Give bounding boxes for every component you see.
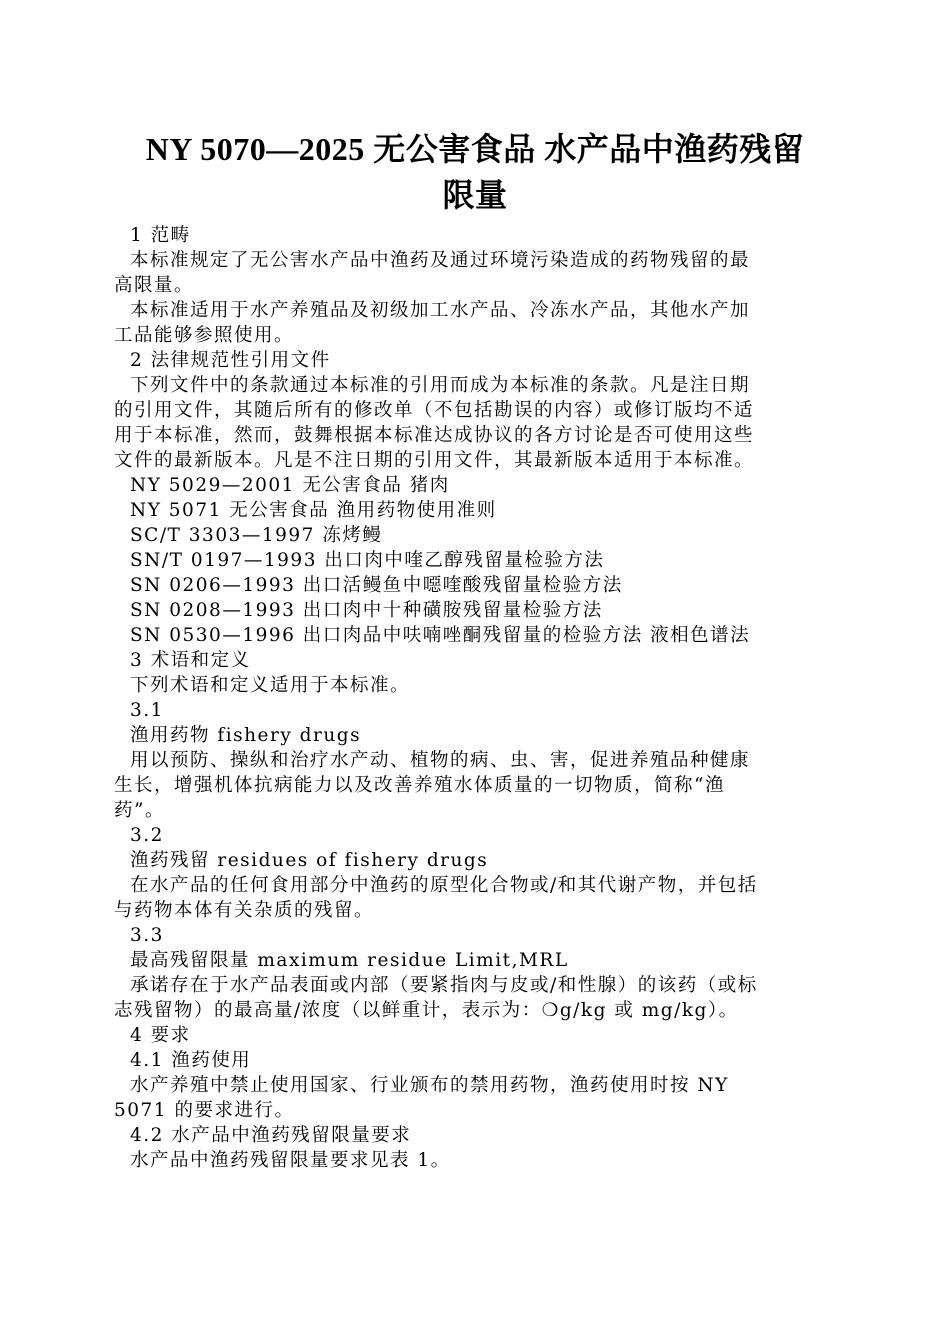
- document-line: 3.2: [130, 825, 164, 846]
- document-line: 在水产品的任何食用部分中渔药的原型化合物或/和其代谢产物，并包括: [130, 875, 758, 896]
- document-line: 高限量。: [114, 275, 195, 296]
- document-line: 4 要求: [130, 1025, 191, 1046]
- document-line: 文件的最新版本。凡是不注日期的引用文件，其最新版本适用于本标准。: [114, 450, 755, 471]
- document-line: SC/T 3303—1997 冻烤鳗: [130, 525, 383, 546]
- document-body: [114, 223, 834, 1173]
- document-line: 最高残留限量 maximum residue Limit,MRL: [130, 950, 569, 971]
- document-line: 3 术语和定义: [130, 650, 251, 671]
- document-line: SN 0208—1993 出口肉中十种磺胺残留量检验方法: [130, 600, 603, 621]
- document-line: 志残留物）的最高量/浓度（以鲜重计，表示为：❍g/kg 或 mg/kg）。: [114, 1000, 739, 1021]
- document-line: 3.1: [130, 700, 164, 721]
- document-line: 下列术语和定义适用于本标准。: [130, 675, 411, 696]
- document-line: 4.1 渔药使用: [130, 1050, 252, 1071]
- document-line: 2 法律规范性引用文件: [130, 350, 331, 371]
- document-line: 用以预防、操纵和治疗水产动、植物的病、虫、害，促进养殖品种健康: [130, 750, 751, 771]
- document-line: 承诺存在于水产品表面或内部（要紧指肉与皮或/和性腺）的该药（或标: [130, 975, 758, 996]
- document-line: 水产养殖中禁止使用国家、行业颁布的禁用药物，渔药使用时按 NY: [130, 1075, 729, 1096]
- document-line: SN 0530—1996 出口肉品中呋喃唑酮残留量的检验方法 液相色谱法: [130, 625, 751, 646]
- document-line: 水产品中渔药残留限量要求见表 1。: [130, 1150, 451, 1171]
- document-line: 生长，增强机体抗病能力以及改善养殖水体质量的一切物质，简称“渔: [114, 775, 725, 796]
- document-line: 3.3: [130, 925, 164, 946]
- document-line: SN/T 0197—1993 出口肉中喹乙醇残留量检验方法: [130, 550, 605, 571]
- document-line: 1 范畴: [130, 225, 191, 246]
- document-line: 用于本标准，然而，鼓舞根据本标准达成协议的各方讨论是否可使用这些: [114, 425, 755, 446]
- document-line: 工品能够参照使用。: [114, 325, 295, 346]
- document-line: 渔药残留 residues of fishery drugs: [130, 850, 489, 871]
- document-line: 药”。: [114, 800, 165, 821]
- document-line: 5071 的要求进行。: [114, 1100, 295, 1121]
- document-line: NY 5029—2001 无公害食品 猪肉: [130, 475, 450, 496]
- title-line-1: NY 5070—2025 无公害食品 水产品中渔药残留: [145, 131, 805, 167]
- document-line: 本标准规定了无公害水产品中渔药及通过环境污染造成的药物残留的最: [130, 250, 751, 271]
- title-line-2: 限量: [442, 177, 508, 213]
- document-line: 本标准适用于水产养殖品及初级加工水产品、冷冻水产品，其他水产加: [130, 300, 751, 321]
- document-title: [100, 126, 850, 218]
- document-line: SN 0206—1993 出口活鳗鱼中噁喹酸残留量检验方法: [130, 575, 623, 596]
- document-line: 下列文件中的条款通过本标准的引用而成为本标准的条款。凡是注日期: [130, 375, 751, 396]
- document-line: NY 5071 无公害食品 渔用药物使用准则: [130, 500, 497, 521]
- document-line: 渔用药物 fishery drugs: [130, 725, 362, 746]
- document-line: 4.2 水产品中渔药残留限量要求: [130, 1125, 412, 1146]
- document-line: 与药物本体有关杂质的残留。: [114, 900, 375, 921]
- document-line: 的引用文件，其随后所有的修改单（不包括勘误的内容）或修订版均不适: [114, 400, 755, 421]
